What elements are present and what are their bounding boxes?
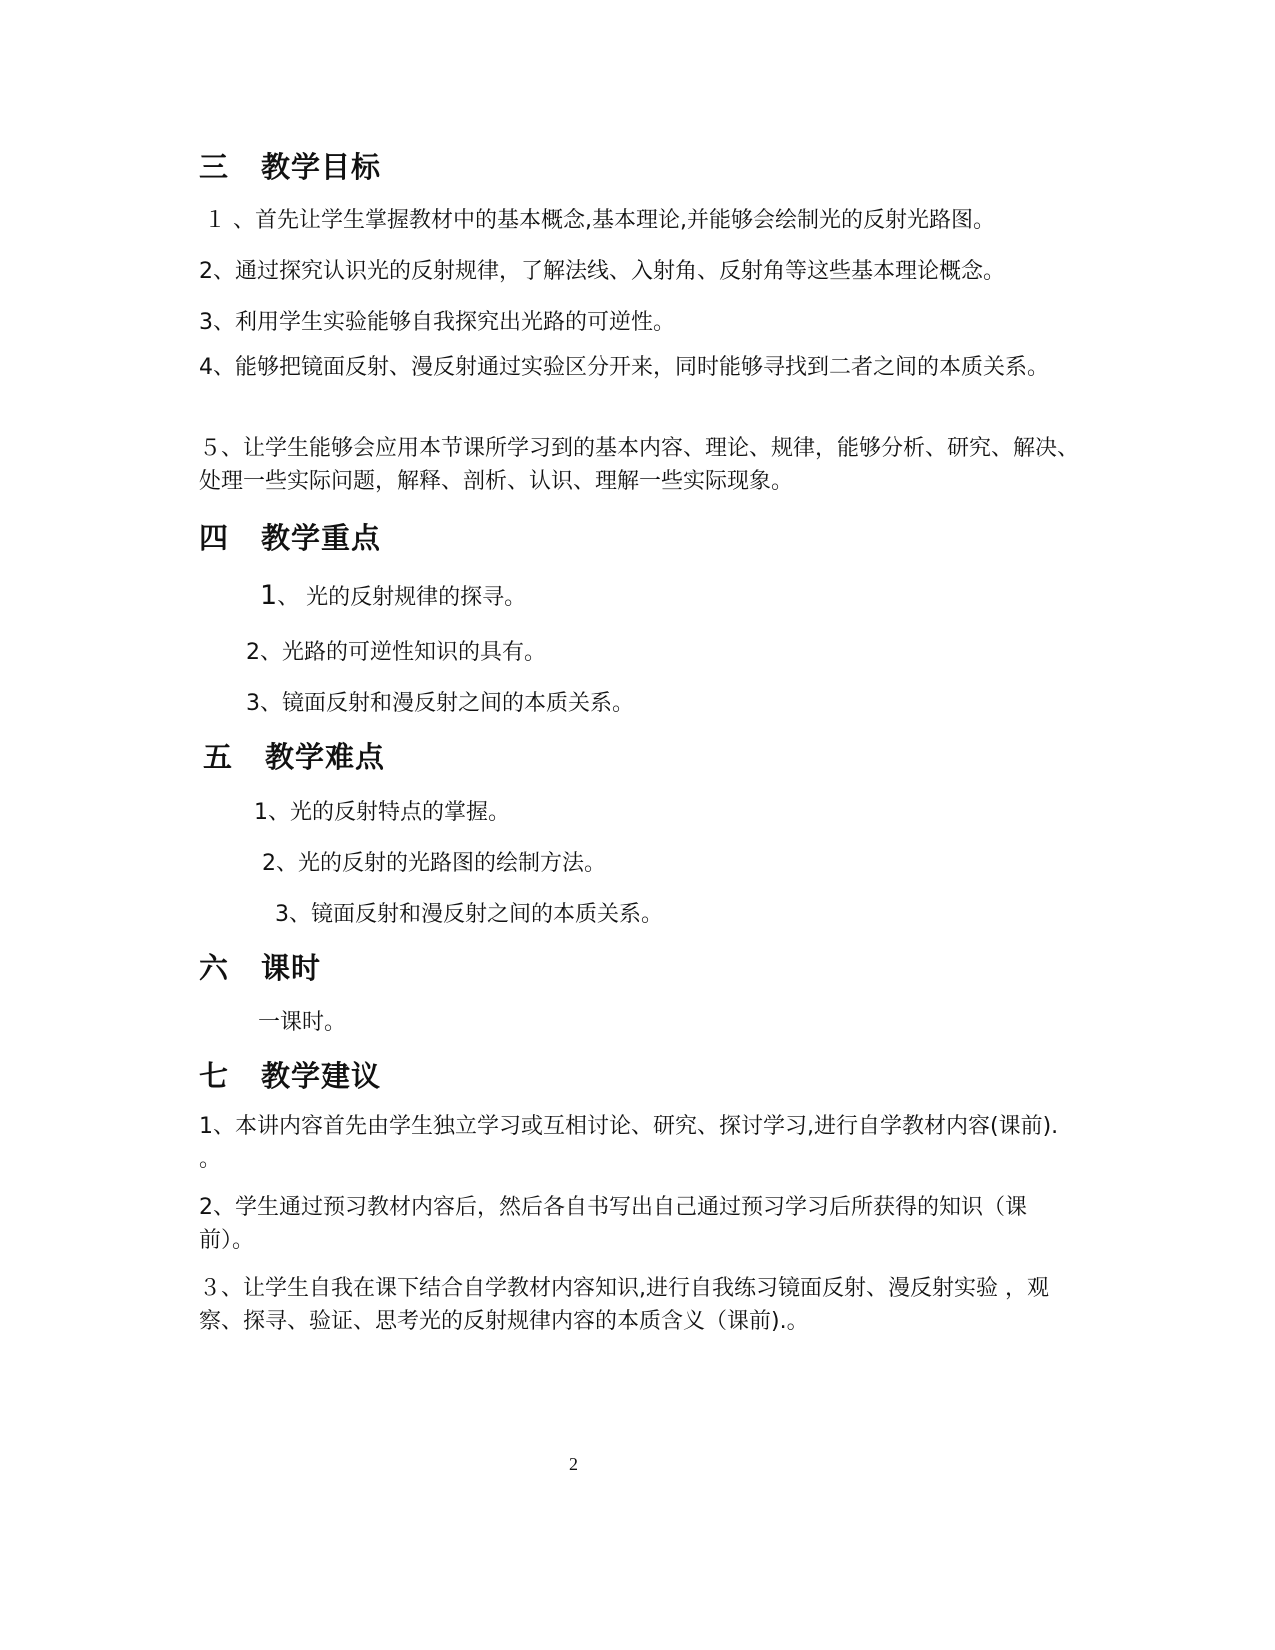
section-number: 五: [203, 740, 234, 774]
objective-item-3: 3、利用学生实验能够自我探究出光路的可逆性。: [199, 310, 675, 335]
objective-item-1: １ 、首先让学生掌握教材中的基本概念,基本理论,并能够会绘制光的反射光路图。: [204, 208, 995, 233]
period-item: 一课时。: [258, 1010, 347, 1035]
section-title: 教学重点: [261, 521, 382, 555]
page-number: 2: [569, 1454, 578, 1474]
section-number: 六: [199, 951, 230, 985]
difficulty-item-1: 1、光的反射特点的掌握。: [254, 800, 510, 825]
key-point-item-1: [260, 580, 526, 611]
section-heading-3: [199, 145, 381, 186]
key-point-item-1-number: 1: [260, 580, 278, 611]
key-point-item-2: 2、光路的可逆性知识的具有。: [246, 640, 546, 665]
suggestion-item-3: ３、让学生自我在课下结合自学教材内容知识,进行自我练习镜面反射、漫反射实验 ，观察、探寻、验证、思考光的反射规律内容的本质含义（课前).。: [199, 1276, 1049, 1334]
section-number: 四: [199, 521, 230, 555]
key-point-item-1-text: 、 光的反射规律的探寻。: [277, 585, 527, 610]
section-heading-7: [199, 1054, 381, 1095]
section-title: 教学建议: [261, 1059, 382, 1093]
section-title: 教学难点: [265, 740, 386, 774]
key-point-item-3: 3、镜面反射和漫反射之间的本质关系。: [246, 691, 634, 716]
section-heading-5: [203, 735, 385, 776]
objective-item-5: ５、让学生能够会应用本节课所学习到的基本内容、理论、规律，能够分析、研究、解决、处理一些实际问题，解释、剖析、认识、理解一些实际现象。: [199, 436, 1080, 494]
section-number: 七: [199, 1059, 230, 1093]
section-heading-6: [199, 946, 321, 987]
objective-item-2: 2、通过探究认识光的反射规律，了解法线、入射角、反射角等这些基本理论概念。: [199, 259, 1005, 284]
suggestion-item-2: 2、学生通过预习教材内容后，然后各自书写出自己通过预习学习后所获得的知识（课前）。: [199, 1195, 1027, 1253]
objective-item-4: 4、能够把镜面反射、漫反射通过实验区分开来，同时能够寻找到二者之间的本质关系。: [199, 355, 1049, 380]
section-title: 课时: [261, 951, 322, 985]
section-number: 三: [199, 150, 230, 184]
section-heading-4: [199, 516, 381, 557]
suggestion-item-1: 1、本讲内容首先由学生独立学习或互相讨论、研究、探讨学习,进行自学教材内容(课前). 。: [199, 1114, 1059, 1172]
section-title: 教学目标: [261, 150, 382, 184]
difficulty-item-3: 3、镜面反射和漫反射之间的本质关系。: [275, 902, 663, 927]
difficulty-item-2: 2、光的反射的光路图的绘制方法。: [262, 851, 606, 876]
